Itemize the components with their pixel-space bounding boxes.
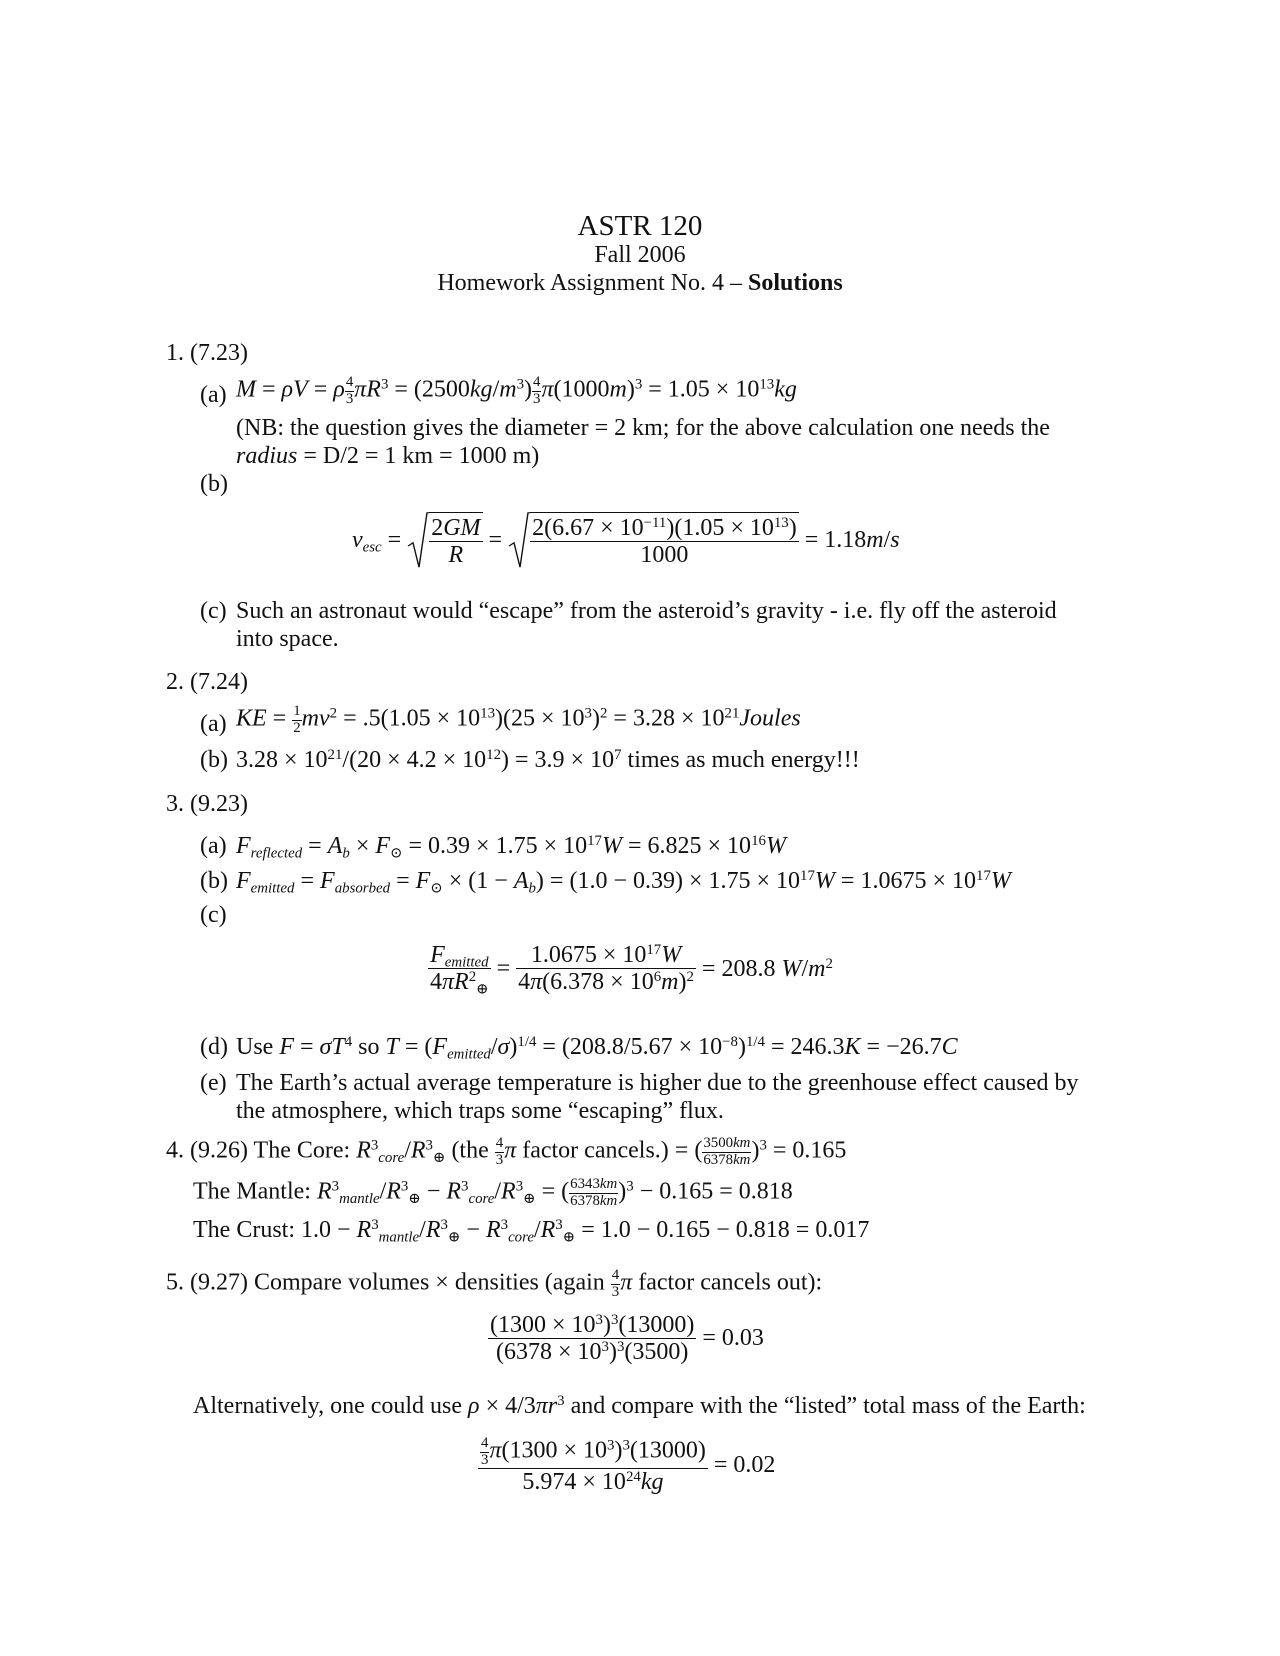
problem-3b-equation: $F_{emitted} = F_{absorbed} = F_⊙ \times (1 - A_b) = (1.0 - 0.39) \times 1.75 \times 10^{17}W = 1.0675 \times 10^{17}W$ — [236, 867, 1011, 897]
assignment-title — [0, 270, 1280, 297]
problem-2a-equation: KE = $\frac{1}{2}$ $mv^2 = .5(1.05 \times 10^{13})(25 \times 10^3)^2 = 3.28$ × $10^{21}Joules$ — [236, 703, 801, 736]
flux-per-area-equation: $\frac{F_{emitted}}{4\pi R^2_\oplus}$ = $\frac{1.0675 \times 10^{17}W}{4\pi(6.378 \times 10^6m)^2}$ = 208.8 $W/m^2$ — [430, 941, 833, 998]
problem-3a-label: (a) — [200, 833, 227, 859]
crust-label: The Crust: — [193, 1217, 295, 1243]
problem-3a-equation: $F_{reflected} = A_b \times F_⊙ = 0.39 \times 1.75 \times 10^{17}W = 6.825 \times 10^{16}W$ — [236, 832, 786, 862]
problem-4-crust-line: The Crust: $1.0 - R^3_{mantle}/R^3_\oplus - R^3_{core}/R^3_\oplus = 1.0 - 0.165 - 0.818 = 0.017$ — [193, 1216, 870, 1246]
course-title: ASTR 120 — [577, 210, 703, 242]
problem-1b-label: (b) — [200, 471, 228, 497]
problem-2b-text: times as much energy!!! — [627, 747, 860, 773]
alt-end: and compare with the “listed” total mass of the Earth: — [570, 1393, 1086, 1419]
note-rest: = D/2 = 1 km = 1000 m) — [297, 443, 540, 469]
result-2: = 0.02 — [713, 1452, 776, 1479]
problem-1a-label: (a) — [200, 382, 227, 408]
problem-3e-label: (e) — [200, 1070, 227, 1096]
problem-3d-equation: Use $F = \sigma T^4$ so $T = (F_{emitted}/\sigma)^{1/4} = (208.8/5.67 \times 10^{-8})^{1/4} = 246.3K = -26.7C$ — [236, 1033, 958, 1063]
problem-1-label: 1. (7.23) — [166, 340, 248, 366]
problem-1c-line1: Such an astronaut would “escape” from the asteroid’s gravity - i.e. fly off the asteroid — [236, 598, 1057, 624]
problem-4-core-line: 4. (9.26) The Core: $R^3_{core}/R^3_\oplus$ (the $\frac{4}{3}$ π factor cancels.) = ( $\frac{3500km}{6378km}$ )$^3$ = 0.165 — [166, 1135, 847, 1168]
mass-ratio-equation: $\frac{4}{3}$ $\pi(1300 \times 10^3)^3(13000)$ $5.974 \times 10^{24}kg$ = 0.02 — [478, 1436, 775, 1496]
problem-3d-label: (d) — [200, 1034, 228, 1060]
problem-4-label: 4. (9.26) The Core: — [166, 1137, 351, 1164]
core-paren: (the — [451, 1137, 489, 1164]
use-word: Use — [236, 1034, 274, 1060]
problem-2a-label: (a) — [200, 711, 227, 737]
problem-1a-equation: M = ρV = ρ $\frac{4}{3}$ $\pi R^3 = (2500kg/m^3)$ $\frac{4}{3}$ $\pi(1000m)^3 = 1.05 \times 10^{13}kg$ — [236, 374, 797, 407]
problem-3c-label: (c) — [200, 902, 227, 928]
alt-start: Alternatively, one could use — [193, 1393, 463, 1419]
assignment-label: Homework Assignment No. 4 – — [437, 270, 742, 296]
problem-1c-label: (c) — [200, 598, 227, 624]
problem-5-label: 5. (9.27) Compare volumes × densities (again — [166, 1269, 605, 1296]
problem-4-mantle-line: The Mantle: $R^3_{mantle}/R^3_\oplus - R^3_{core}/R^3_\oplus$ = ( $\frac{6343km}{6378km}$ )$^3$ − 0.165 = 0.818 — [193, 1176, 793, 1209]
mantle-label: The Mantle: — [193, 1178, 311, 1205]
problem-1a-note-line2 — [236, 444, 539, 468]
escape-velocity-equation: $v_{esc}$ = $\frac{2GM}{R}$ = $\frac{2(6.67 \times 10^{-11})(1.05 \times 10^{13})}{1000}$ = 1.18m/s — [352, 512, 900, 569]
core-factor-text: factor cancels.) = — [522, 1137, 689, 1164]
problem-3e-line1: The Earth’s actual average temperature is higher due to the greenhouse effect caused by — [236, 1070, 1079, 1096]
problem-1c-line2: into space. — [236, 626, 339, 652]
problem-5-alt-line: Alternatively, one could use $\rho \times 4/3\pi r^3$ and compare with the “listed” total mass of the Earth: — [193, 1392, 1086, 1419]
problem-2b-equation: $3.28 \times 10^{21}/(20 \times 4.2 \times 10^{12}) = 3.9 \times 10^7$ times as much energy!!! — [236, 746, 860, 773]
density-ratio-equation: $\frac{(1300 \times 10^3)^3(13000)}{(6378 \times 10^3)^3(3500)}$ = 0.03 — [490, 1311, 764, 1366]
problem-3e-line2: the atmosphere, which traps some “escaping” flux. — [236, 1098, 724, 1124]
term: Fall 2006 — [594, 242, 686, 268]
problem-2b-label: (b) — [200, 747, 228, 773]
so-word: so — [358, 1034, 380, 1060]
problem-2-label: 2. (7.24) — [166, 669, 248, 695]
problem-5-label-end: factor cancels out): — [638, 1269, 823, 1296]
problem-5-line: 5. (9.27) Compare volumes × densities (again $\frac{4}{3}$ π factor cancels out): — [166, 1267, 823, 1300]
result-1: = 0.03 — [702, 1325, 764, 1352]
solutions-label: Solutions — [747, 270, 843, 296]
radius-word: radius — [236, 443, 298, 469]
problem-1a-note-line1: (NB: the question gives the diameter = 2 km; for the above calculation one needs the — [236, 415, 1050, 441]
problem-3b-label: (b) — [200, 868, 228, 894]
problem-3-label: 3. (9.23) — [166, 791, 248, 817]
